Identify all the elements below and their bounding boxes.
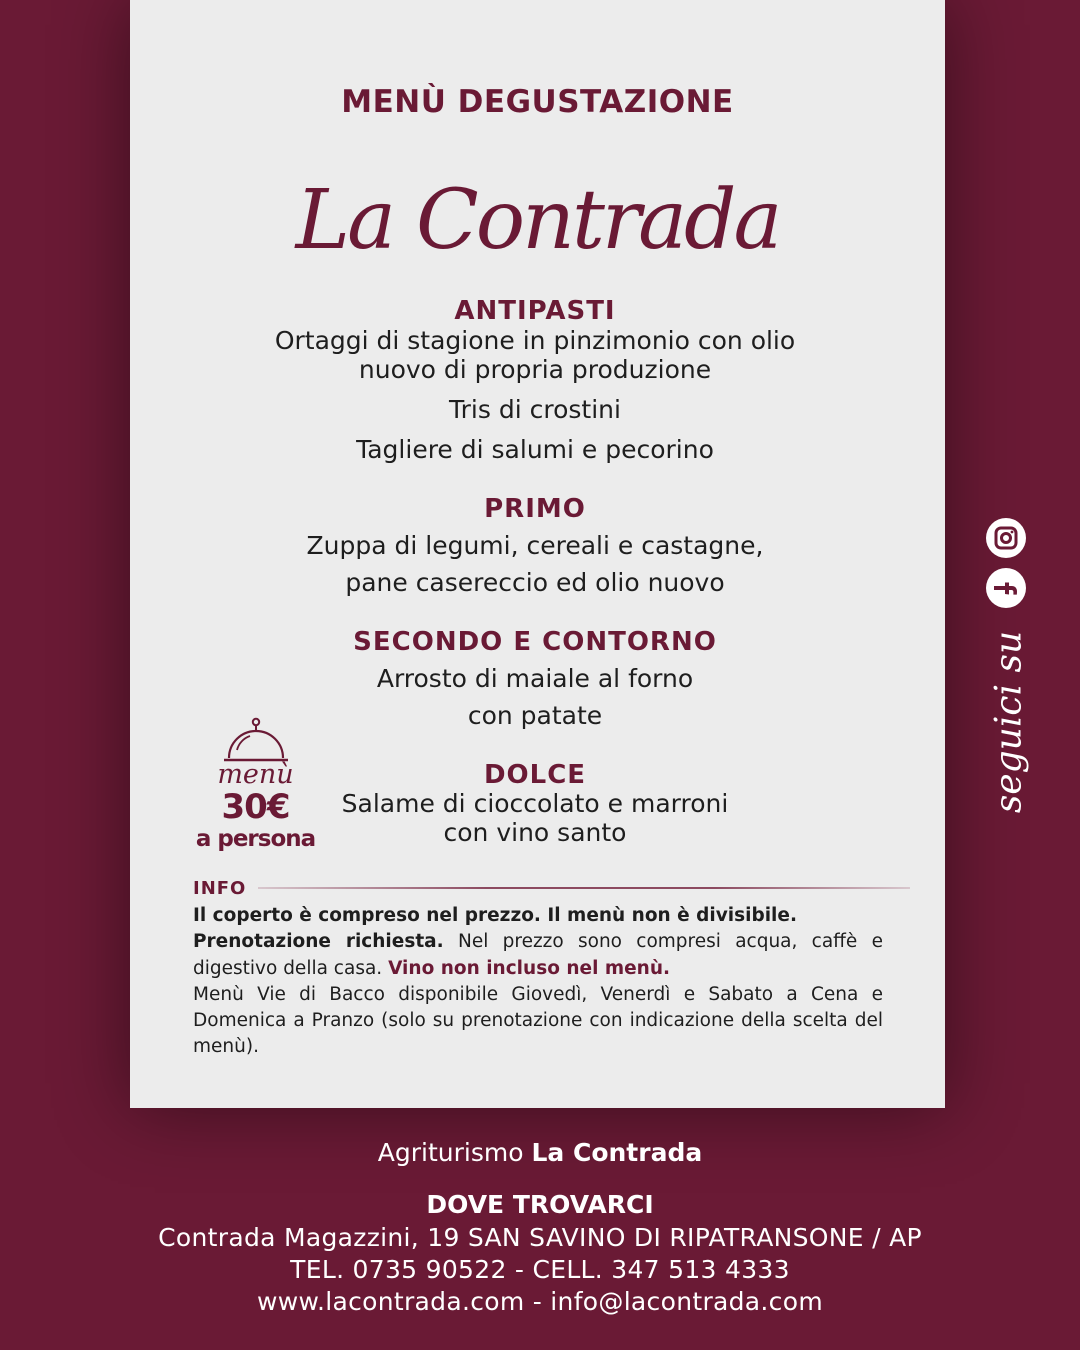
menu-title: MENÙ DEGUSTAZIONE [341, 84, 734, 120]
dish-line: Tagliere di salumi e pecorino [356, 435, 714, 464]
info-reservation: Prenotazione richiesta. [193, 931, 444, 953]
dish-line: Zuppa di legumi, cereali e castagne, [306, 531, 764, 560]
section-title-antipasti: ANTIPASTI [454, 296, 616, 326]
footer-brand-name: La Contrada [531, 1138, 703, 1167]
dish-line: Tris di crostini [449, 395, 621, 424]
section-title-secondo: SECONDO E CONTORNO [353, 627, 717, 657]
footer-phones: TEL. 0735 90522 - CELL. 347 513 4333 [290, 1255, 790, 1284]
footer-where-title: DOVE TROVARCI [426, 1190, 654, 1219]
price-amount: 30€ [221, 787, 290, 827]
footer-brand-prefix: Agriturismo [377, 1138, 532, 1167]
info-wine-note: Vino non incluso nel menù. [388, 957, 671, 979]
menu-card [130, 0, 945, 1108]
info-divider [258, 887, 910, 889]
info-label: INFO [193, 878, 247, 899]
info-text [193, 903, 883, 1061]
instagram-icon[interactable] [986, 518, 1026, 558]
price-per-person: a persona [195, 826, 316, 852]
info-included: Nel prezzo sono compresi acqua, caffè e digestivo della casa. [193, 931, 883, 979]
section-title-dolce: DOLCE [483, 760, 587, 790]
restaurant-name: La Contrada [295, 173, 780, 268]
dish-line: pane casereccio ed olio nuovo [345, 568, 725, 597]
price-badge [188, 716, 323, 852]
info-availability: Menù Vie di Bacco disponibile Giovedì, Venerdì e Sabato a Cena e Domenica a Pranzo (solo su prenotazione con indicazione della scelta del menù). [193, 983, 883, 1058]
follow-us-text: seguici su [988, 630, 1030, 814]
dish-line: con vino santo [443, 818, 627, 847]
dish-line: Salame di cioccolato e marroni [341, 789, 729, 818]
dish-line: Ortaggi di stagione in pinzimonio con olio [274, 326, 796, 355]
dish-line: con patate [467, 701, 603, 730]
footer-brand [0, 1138, 1080, 1167]
info-cover-note: Il coperto è compreso nel prezzo. Il menù non è divisibile. [193, 905, 797, 926]
price-label: menù [217, 759, 294, 790]
section-title-primo: PRIMO [484, 494, 586, 524]
dish-line: nuovo di propria produzione [358, 355, 712, 384]
facebook-icon[interactable] [986, 568, 1026, 608]
footer-address: Contrada Magazzini, 19 SAN SAVINO DI RIPATRANSONE / AP [158, 1223, 922, 1252]
dish-line: Arrosto di maiale al forno [376, 664, 694, 693]
footer-web[interactable]: www.lacontrada.com - info@lacontrada.com [257, 1287, 823, 1316]
